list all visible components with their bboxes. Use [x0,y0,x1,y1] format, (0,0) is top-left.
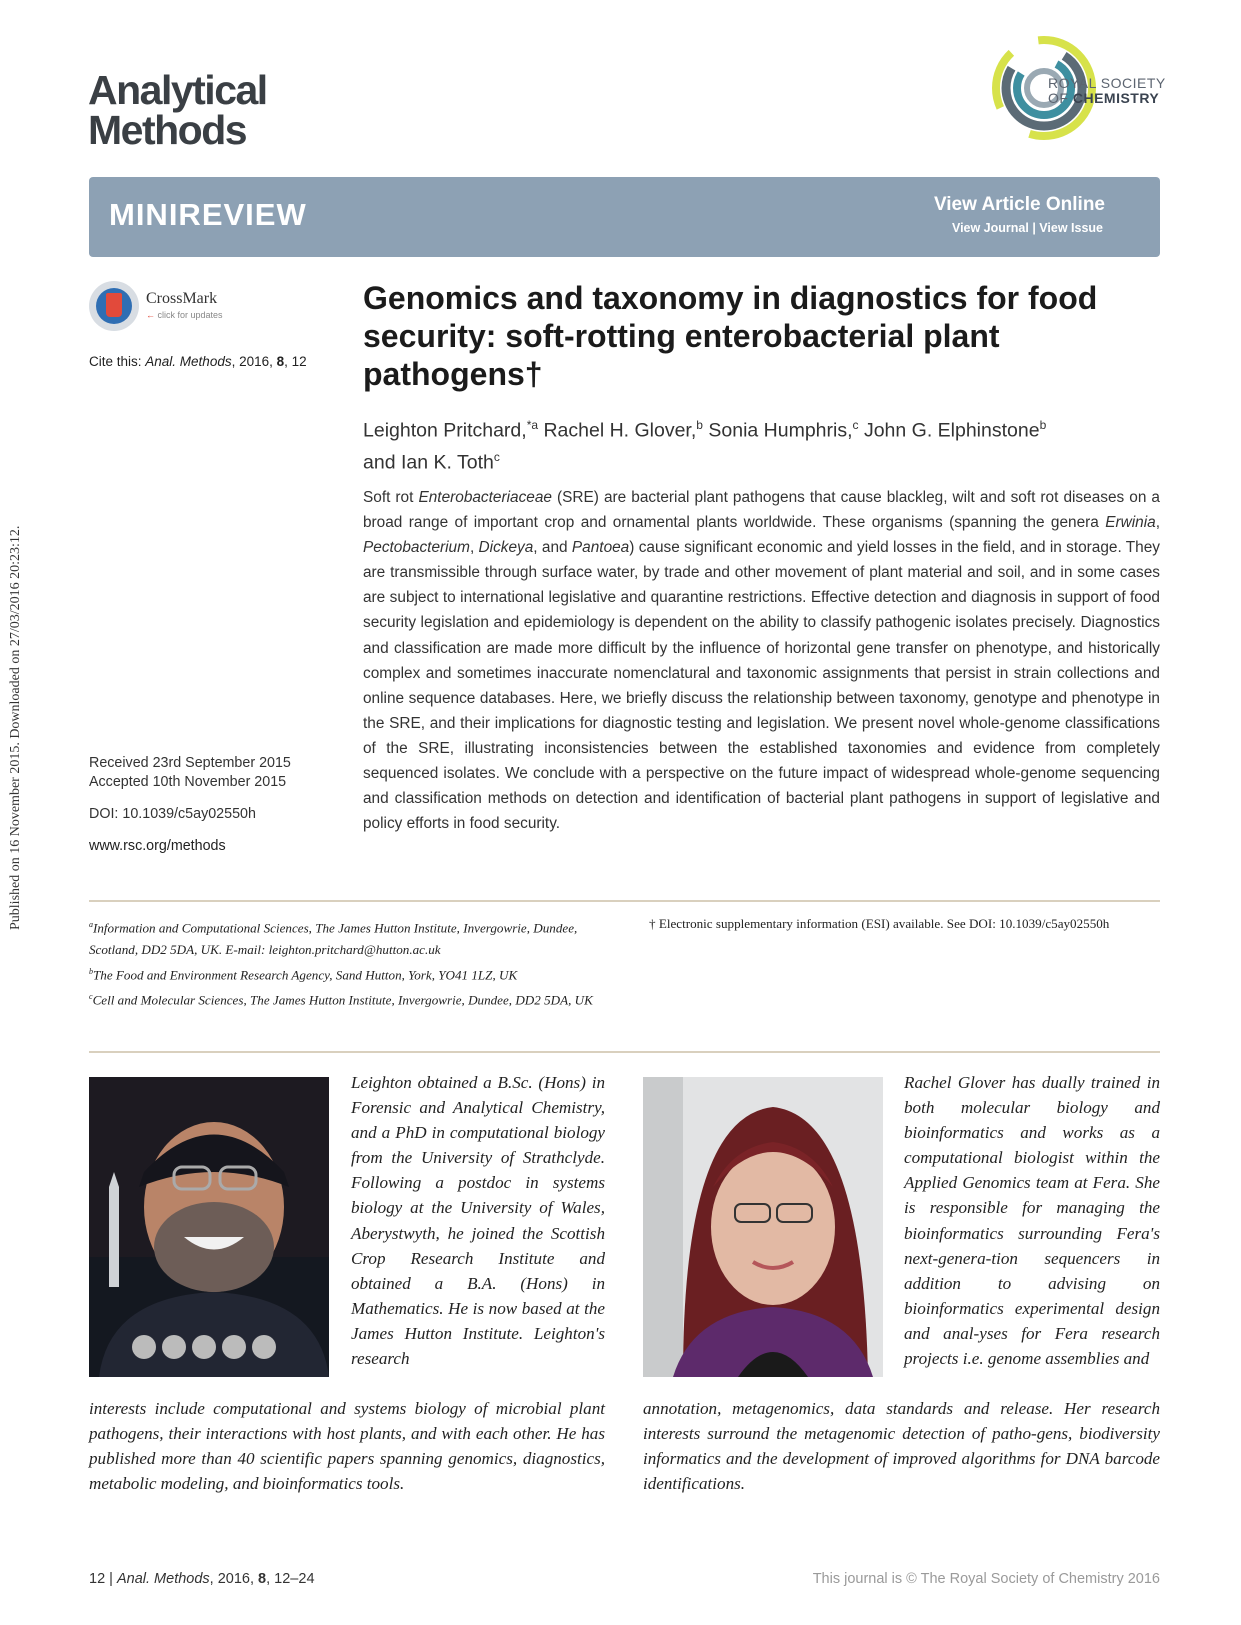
abstract-text: Soft rot [363,489,419,506]
affiliations [89,914,599,1010]
article-dates [89,754,291,792]
article-title: Genomics and taxonomy in diagnostics for food security: soft-rotting enterobacterial plant pathogens† [363,280,1098,392]
view-issue-link[interactable]: View Issue [1039,221,1103,235]
received-date: Received 23rd September 2015 [89,755,291,771]
abstract-italic: Pantoea [571,539,630,557]
footer-year: , 2016, [209,1571,259,1587]
author-name[interactable]: Rachel H. Glover, [538,419,697,442]
doi[interactable]: DOI: 10.1039/c5ay02550h [89,806,256,822]
citation [89,354,307,369]
crossmark-label: CrossMark [146,290,218,307]
crossmark-icon [89,281,139,331]
journal-title-line1: Analytical [88,67,267,113]
author-name[interactable]: John G. Elphinstone [858,419,1040,442]
affiliation-item [89,961,599,986]
author-name[interactable]: and Ian K. Toth [363,451,494,473]
abstract-italic: Pectobacterium [363,539,470,557]
author-name[interactable]: Leighton Pritchard, [363,419,527,442]
affiliation-text: The Food and Environment Research Agency, Sand Hutton, York, YO41 1LZ, UK [93,966,518,982]
download-note: Published on 16 November 2015. Downloaded on 27/03/2016 20:23:12. [8,525,23,930]
abstract-text: (SRE) are bacterial plant pathogens that cause blackleg, wilt and soft rot diseases on a broad range of important crop and ornamental plants worldwide. These organisms (spanning the genera [363,489,1160,532]
bio-pritchard-continued: interests include computational and systems biology of microbial plant pathogens, their interactions with host plants, and with each other. He has published more than 40 scientific papers spanning genomics, diagnostics, metabolic modeling, and bioinformatics tools. [89,1399,605,1494]
footer-volume: 8 [258,1571,267,1587]
divider [89,1051,1160,1053]
footer-journal: Anal. Methods [116,1571,210,1587]
abstract-italic: Dickeya [478,539,534,557]
author-name[interactable]: Sonia Humphris, [702,419,853,442]
article-type: MINIREVIEW [109,197,307,232]
affiliation-text: Information and Computational Sciences, The James Hutton Institute, Invergowrie, Dundee, Scotland, DD2 5DA, UK. E-mail: leighton.pritchard@hutton.ac.uk [89,920,578,957]
author-list [363,412,1163,475]
cite-volume: 8 [276,354,285,369]
crossmark-button[interactable] [89,281,259,335]
author-affiliation: c [852,418,859,432]
crossmark-sub-text: click for updates [157,310,223,320]
bio-pritchard-side: Leighton obtained a B.Sc. (Hons) in Forensic and Analytical Chemistry, and a PhD in computational biology from the University of Strathclyde. Following a postdoc in systems biology at the University of Wales, Aberystwyth, he joined the Scottish Crop Research Institute and obtained a B.A. (Hons) in Mathematics. He is now based at the James Hutton Institute. Leighton's research [351,1073,605,1369]
affiliation-item [89,986,599,1011]
abstract-italic: Enterobacteriaceae [418,489,552,506]
author-affiliation: b [1039,418,1047,432]
bio-glover-continued: annotation, metagenomics, data standards and release. Her research interests surround the metagenomic detection of patho-gens, biodiversity informatics and the development of improved algorithms for DNA barcode identifications. [643,1399,1160,1494]
banner-link-separator: | [1028,221,1040,235]
abstract-text: , and [533,539,572,557]
cite-journal: Anal. Methods [145,354,232,369]
cite-label: Cite this: [89,354,146,369]
affiliation-marker: b [89,966,93,976]
affiliation-marker: c [89,991,93,1001]
crossmark-sublabel [146,310,223,320]
page-number: 12 [89,1571,106,1587]
banner-links [952,221,1103,235]
abstract-italic: Erwinia [1105,514,1156,532]
author-photo-glover [643,1077,883,1377]
publisher-line2-strong: CHEMISTRY [1072,90,1160,106]
page-footer-citation [89,1571,315,1587]
abstract-text: , [469,539,479,557]
publisher-name [1048,76,1166,106]
footer-pages: , 12–24 [266,1571,315,1587]
abstract-text: ) cause significant economic and yield losses in the field, and in storage. They are transmissible through surface water, by trade and other movement of plant material and soil, and in some cases are subject to international legislative and quarantine restrictions. Effective detection and diagnosis in support of food security legislation and epidemiology is dependent on the ability to classify pathogenic isolates precisely. Diagnostics and classification are made more difficult by the influence of horizontal gene transfer on phenotype, and historically complex and sometimes inaccurate nomenclatural and taxonomic assignments that persist in strain collections and online sequence databases. Here, we briefly discuss the relationship between taxonomy, genotype and phenotype in the SRE, and their implications for diagnostic testing and legislation. We present novel whole-genome classifications of the SRE, illustrating inconsistencies between the established taxonomies and evidence from completely sequenced isolates. We conclude with a perspective on the future impact of widespread whole-genome sequencing and classification methods on detection and identification of bacterial plant pathogens in support of legislative and policy efforts in food security. [363,539,1160,833]
author-affiliation: b [696,418,703,432]
view-article-online-link[interactable]: View Article Online [933,194,1105,215]
view-journal-link[interactable]: View Journal [951,221,1029,235]
journal-website-link[interactable]: www.rsc.org/methods [89,838,226,854]
abstract [363,485,1160,836]
publisher-line2 [1048,91,1166,106]
copyright-notice: This journal is © The Royal Society of Chemistry 2016 [812,1571,1160,1587]
esi-note: † Electronic supplementary information (ESI) available. See DOI: 10.1039/c5ay02550h [649,916,1110,931]
author-affiliation: c [493,449,500,464]
divider [89,900,1160,902]
affiliation-marker: a [89,920,93,929]
accepted-date: Accepted 10th November 2015 [89,774,287,790]
journal-title [88,67,267,153]
cite-year: , 2016, [231,354,277,369]
article-type-banner [89,177,1160,257]
bio-glover-side: Rachel Glover has dually trained in both molecular biology and bioinformatics and works as a computational biologist within the Applied Genomics team at Fera. She is responsible for managing the bioinformatics surrounding Fera's next-genera-tion sequencers in addition to advising on bioinformatics experimental design and anal-yses for Fera research projects i.e. genome assemblies and [904,1073,1160,1369]
affiliation-text: Cell and Molecular Sciences, The James Hutton Institute, Invergowrie, Dundee, DD2 5DA, UK [92,991,593,1007]
author-photo-pritchard [89,1077,329,1377]
author-affiliation: *a [526,418,539,432]
footer-separator: | [105,1571,117,1587]
journal-title-line2: Methods [88,107,247,153]
cite-page: , 12 [284,354,307,369]
publisher-line1: ROYAL SOCIETY [1048,75,1166,91]
affiliation-item [89,914,599,961]
abstract-text: , [1155,514,1160,532]
publisher-line2-prefix: OF [1048,90,1073,106]
arrow-left-icon: ← [146,310,155,320]
